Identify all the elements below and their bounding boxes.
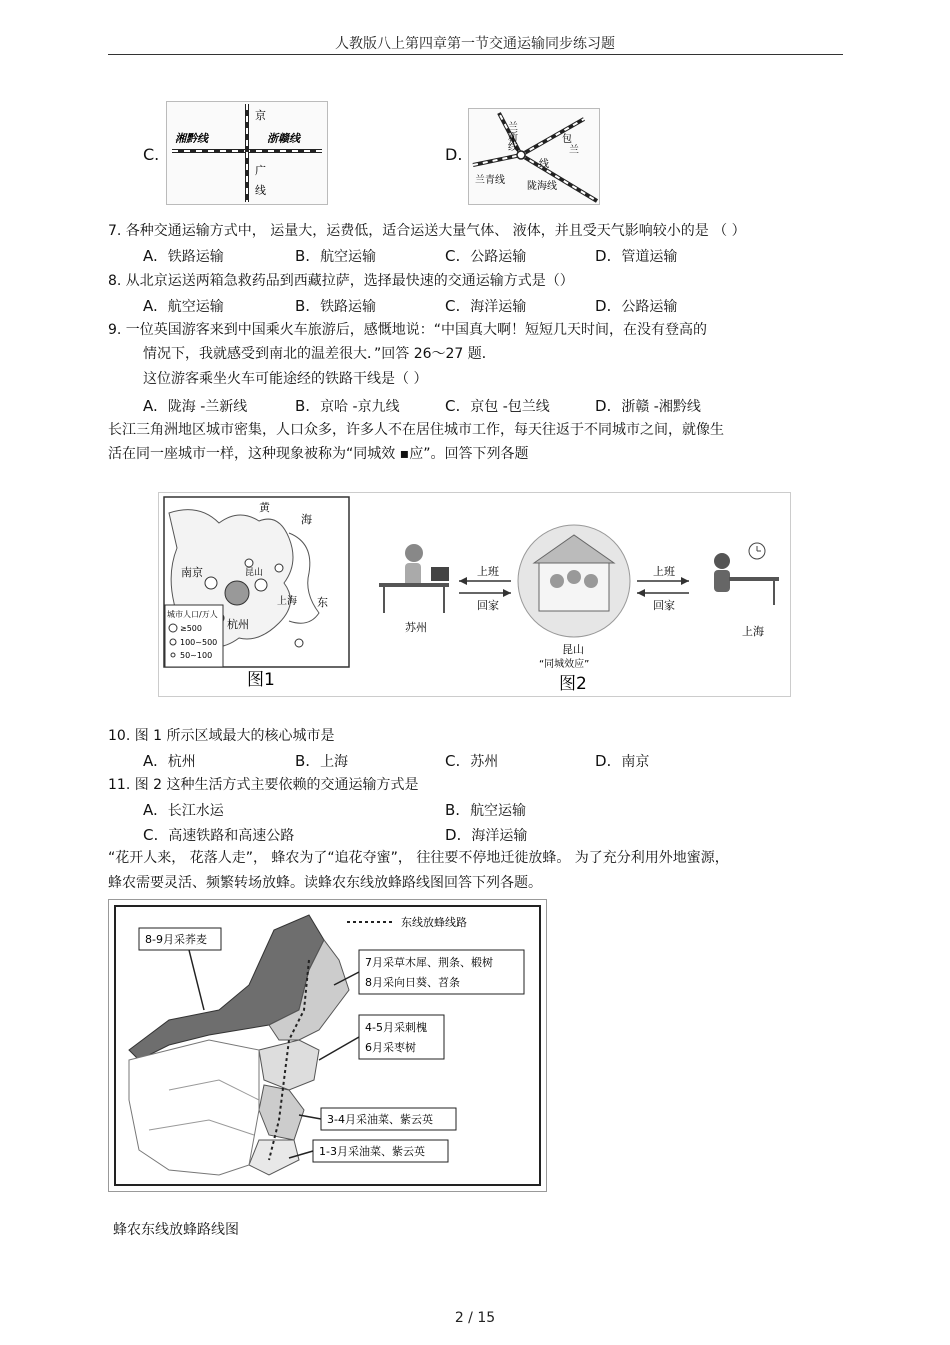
legend-3: 50~100 — [180, 651, 213, 660]
intro-tongcheng-line1: 长江三角洲地区城市密集，人口众多，许多人不在居住城市工作，每天往返于不同城市之间，就像生 — [108, 422, 724, 438]
q7-option-c: C. 公路运输 — [445, 247, 527, 265]
q7-option-b: B. 航空运输 — [295, 247, 377, 265]
q10-option-c: C. 苏州 — [445, 752, 499, 770]
fig2-shangban-left: 上班 — [477, 565, 499, 578]
q8-option-d: D. 公路运输 — [595, 297, 678, 315]
header-divider — [108, 54, 843, 55]
label-zhegan: 浙赣线 — [267, 132, 300, 145]
question-9-line3: 这位游客乘坐火车可能途经的铁路干线是（ ） — [143, 371, 428, 387]
question-7: 7. 各种交通运输方式中， 运量大，运费低，适合运送大量气体、 液体，并且受天气影响较小的是 （ ） — [108, 223, 746, 239]
q10-option-d: D. 南京 — [595, 752, 650, 770]
bee-box-1: 8-9月采荞麦 — [145, 933, 207, 946]
q8-option-b: B. 铁路运输 — [295, 297, 377, 315]
question-9-line2: 情况下，我就感受到南北的温差很大．”回答 26～27 题． — [143, 346, 496, 362]
label-lanxin: 兰新线 — [505, 121, 517, 151]
bee-box-5: 1-3月采油菜、紫云英 — [319, 1145, 425, 1158]
label-lanqing: 兰青线 — [475, 175, 505, 186]
tongcheng-figure — [158, 492, 791, 697]
bee-box-3b: 6月采枣树 — [365, 1041, 416, 1054]
q8-option-a: A. 航空运输 — [143, 297, 224, 315]
fig2-suzhou: 苏州 — [405, 621, 427, 634]
bee-box-2b: 8月采向日葵、苕条 — [365, 976, 460, 989]
map-huang: 黄 — [259, 501, 270, 514]
legend-1: ≥500 — [180, 624, 202, 633]
fig2-caption: “同城效应” — [539, 659, 590, 670]
railway-figure-c — [166, 101, 328, 205]
label-xiangqian: 湘黔线 — [175, 132, 208, 145]
bee-map-caption: 蜂农东线放蜂路线图 — [113, 1222, 239, 1238]
q9-option-b: B. 京哈 -京九线 — [295, 397, 400, 415]
label-xian: 线 — [255, 184, 266, 197]
fig2-huijia-right: 回家 — [653, 599, 675, 612]
bee-box-3a: 4-5月采刺槐 — [365, 1021, 427, 1034]
map-hai: 海 — [301, 513, 312, 526]
page-number: 2 / 15 — [454, 1310, 496, 1326]
map-kunshan: 昆山 — [245, 568, 264, 578]
q9-option-a: A. 陇海 -兰新线 — [143, 397, 248, 415]
fig2-huijia-left: 回家 — [477, 599, 499, 612]
q11-option-a: A. 长江水运 — [143, 801, 224, 819]
intro-tongcheng-line2: 活在同一座城市一样，这种现象被称为“同城效 ▪应”。回答下列各题 — [108, 446, 529, 462]
q11-option-c: C. 高速铁路和高速公路 — [143, 826, 295, 844]
map-hangzhou: 杭州 — [227, 618, 249, 631]
q9-option-c: C. 京包 -包兰线 — [445, 397, 550, 415]
map-shanghai: 上海 — [277, 596, 297, 607]
q11-option-d: D. 海洋运输 — [445, 826, 528, 844]
map-dong: 东 — [317, 596, 328, 609]
q9-option-d: D. 浙赣 -湘黔线 — [595, 397, 701, 415]
question-8: 8. 从北京运送两箱急救药品到西藏拉萨，选择最快速的交通运输方式是（） — [108, 273, 574, 289]
intro-bee-line2: 蜂农需要灵活、频繁转场放蜂。读蜂农东线放蜂路线图回答下列各题。 — [108, 875, 542, 891]
q7-option-d: D. 管道运输 — [595, 247, 678, 265]
question-9-line1: 9. 一位英国游客来到中国乘火车旅游后，感慨地说：“中国真大啊！短短几天时间，在没有登高的 — [108, 322, 708, 338]
fig2-kunshan: 昆山 — [562, 643, 584, 656]
q8-option-c: C. 海洋运输 — [445, 297, 527, 315]
label-baolan: 线 — [539, 159, 549, 170]
legend-title: 城市人口/万人 — [167, 610, 218, 619]
bee-box-4: 3-4月采油菜、紫云英 — [327, 1113, 433, 1126]
option-c-letter: C. — [143, 145, 160, 164]
figure-1-label: 图1 — [247, 670, 275, 690]
q7-option-a: A. 铁路运输 — [143, 247, 224, 265]
question-11: 11. 图 2 这种生活方式主要依赖的交通运输方式是 — [108, 777, 419, 793]
q10-option-a: A. 杭州 — [143, 752, 196, 770]
label-bao: 包 — [562, 134, 572, 145]
q11-option-b: B. 航空运输 — [445, 801, 527, 819]
fig2-shanghai: 上海 — [742, 625, 764, 638]
option-d-letter: D. — [445, 145, 463, 164]
page-header: 人教版八上第四章第一节交通运输同步练习题 — [335, 36, 615, 52]
legend-2: 100~500 — [180, 638, 218, 647]
figure-2-label: 图2 — [559, 674, 587, 694]
label-lan: 兰 — [569, 145, 579, 156]
label-jing: 京 — [255, 109, 266, 122]
fig2-shangban-right: 上班 — [653, 565, 675, 578]
railway-figure-d — [468, 108, 600, 205]
label-longhai: 陇海线 — [527, 181, 557, 192]
bee-box-2a: 7月采草木犀、荆条、椴树 — [365, 956, 493, 969]
label-guang: 广 — [255, 164, 266, 177]
intro-bee-line1: “花开人来， 花落人走”， 蜂农为了“追花夺蜜”， 往往要不停地迁徙放蜂。 为了充分利用外地蜜源， — [108, 850, 729, 866]
bee-legend: 东线放蜂线路 — [401, 916, 467, 929]
q10-option-b: B. 上海 — [295, 752, 349, 770]
map-nanjing: 南京 — [181, 566, 203, 579]
bee-route-map — [108, 899, 547, 1192]
question-10: 10. 图 1 所示区域最大的核心城市是 — [108, 728, 335, 744]
